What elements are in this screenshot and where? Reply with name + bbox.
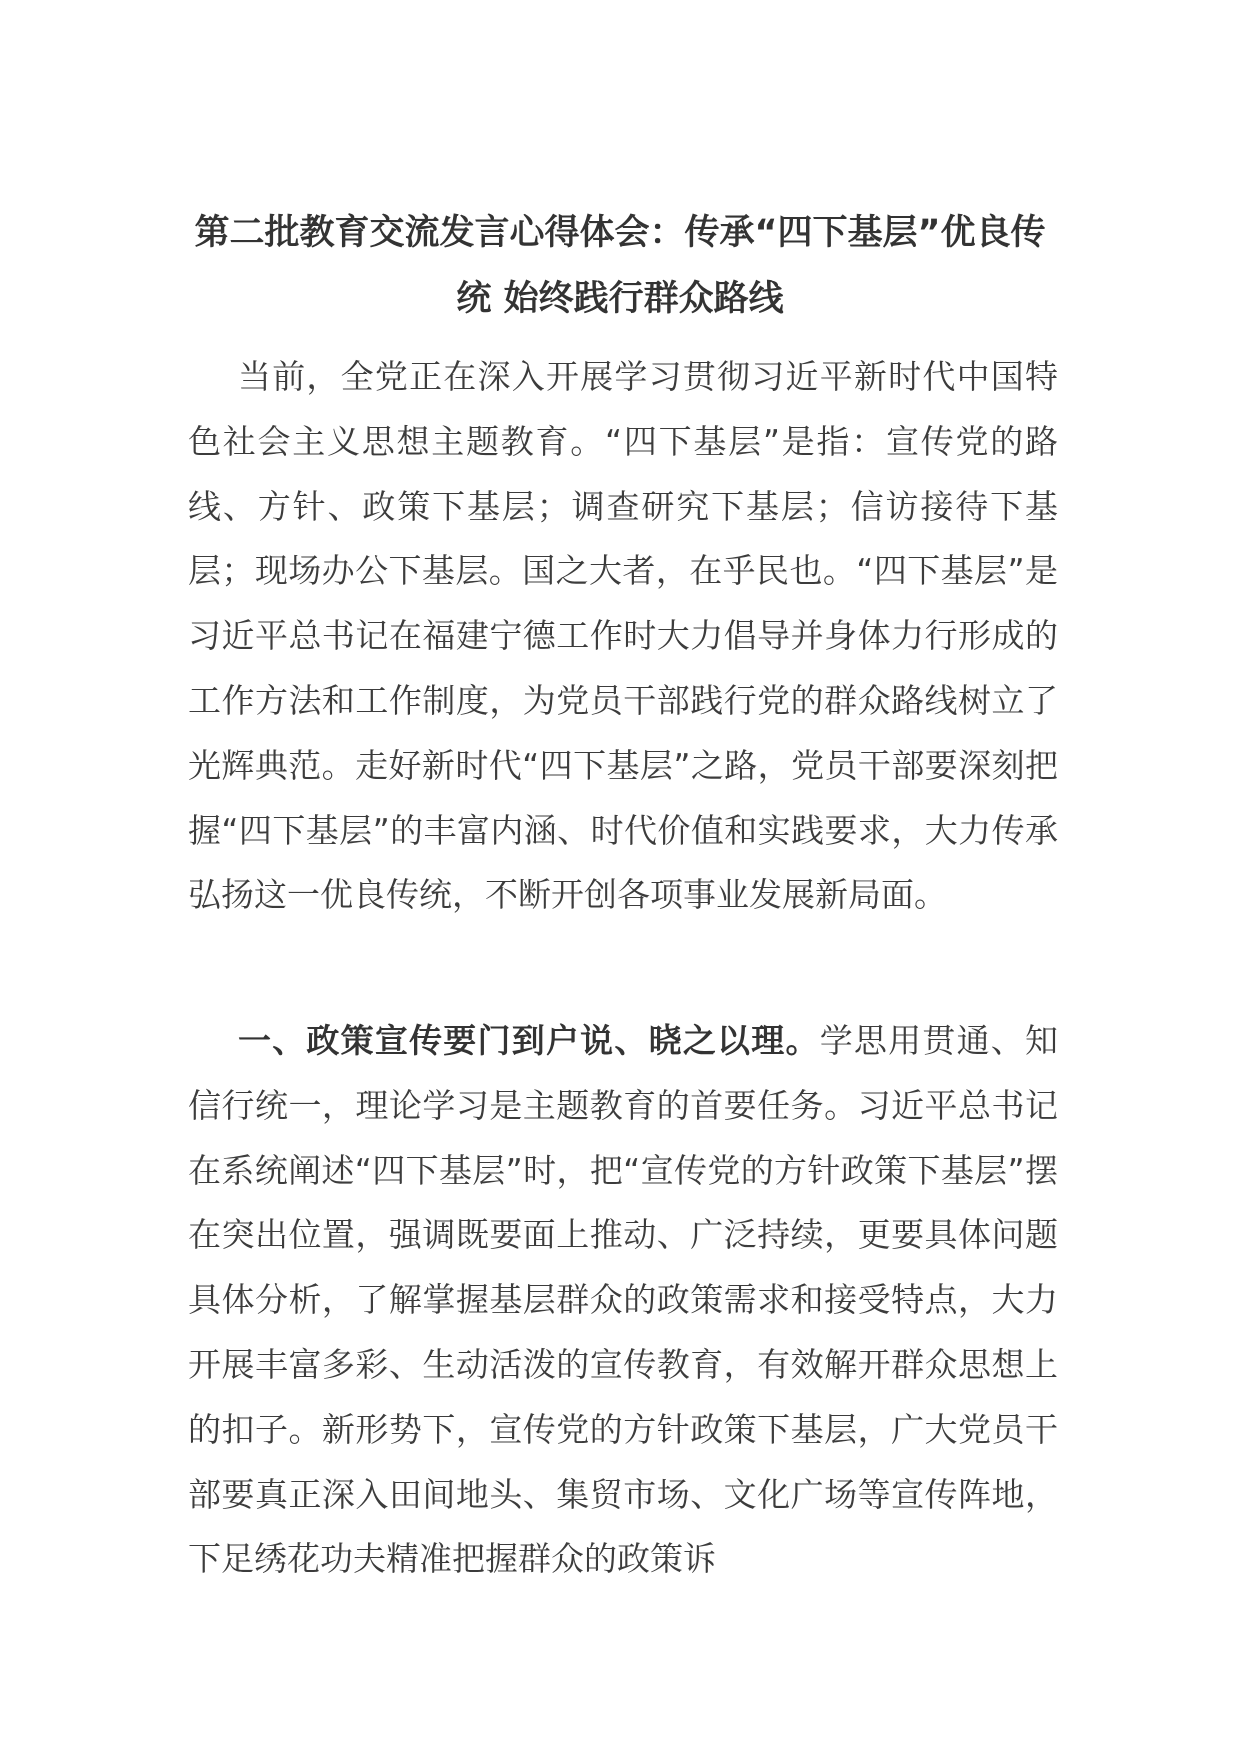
intro-paragraph: 当前，全党正在深入开展学习贯彻习近平新时代中国特色社会主义思想主题教育。“四下基层”是指：宣传党的路线、方针、政策下基层；调查研究下基层；信访接待下基层；现场办公下基层。国之大者，在乎民也。“四下基层”是习近平总书记在福建宁德工作时大力倡导并身体力行形成的工作方法和工作制度，为党员干部践行党的群众路线树立了光辉典范。走好新时代“四下基层”之路，党员干部要深刻把握“四下基层”的丰富内涵、时代价值和实践要求，大力传承弘扬这一优良传统，不断开创各项事业发展新局面。 [188,357,1058,915]
section-one-body: 学思用贯通、知信行统一，理论学习是主题教育的首要任务。习近平总书记在系统阐述“四下基层”时，把“宣传党的方针政策下基层”摆在突出位置，强调既要面上推动、广泛持续，更要具体问题具体分析，了解掌握基层群众的政策需求和接受特点，大力开展丰富多彩、生动活泼的宣传教育，有效解开群众思想上的扣子。新形势下，宣传党的方针政策下基层，广大党员干部要真正深入田间地头、集贸市场、文化广场等宣传阵地，下足绣花功夫精准把握群众的政策诉 [188,1021,1059,1579]
section-one-paragraph [188,1009,1058,1592]
section-one-heading: 一、政策宣传要门到户说、晓之以理。 [238,1021,820,1060]
document-title: 第二批教育交流发言心得体会：传承“四下基层”优良传统 始终践行群众路线 [194,213,1046,319]
